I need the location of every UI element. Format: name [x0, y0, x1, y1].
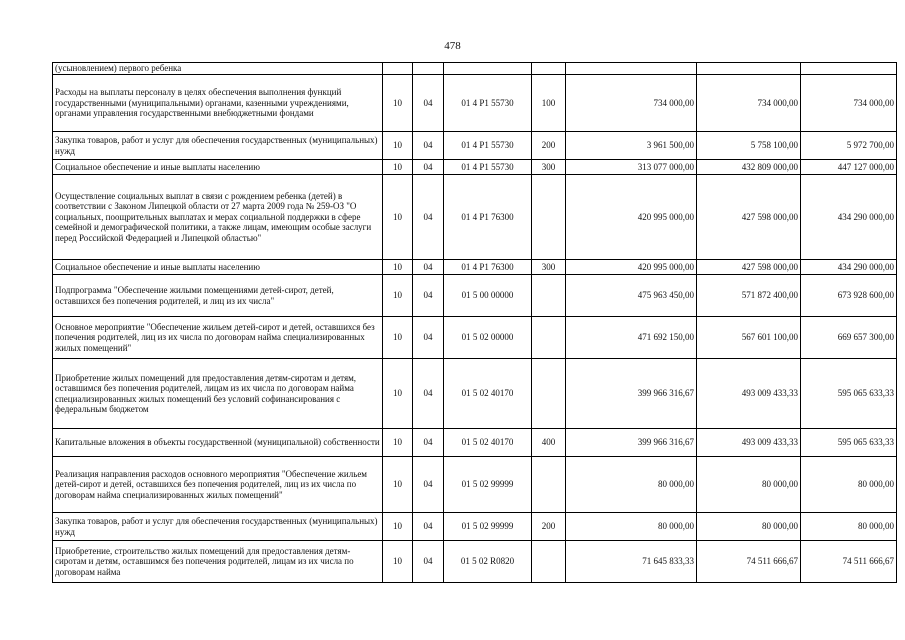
amount-year-2: 493 009 433,33	[697, 359, 801, 429]
amount-year-2: 571 872 400,00	[697, 275, 801, 317]
amount-year-1: 475 963 450,00	[566, 275, 697, 317]
subsection-code: 04	[413, 275, 444, 317]
expense-type-code	[532, 457, 566, 513]
amount-year-2: 5 758 100,00	[697, 132, 801, 160]
expense-type-code	[532, 63, 566, 75]
amount-year-1: 399 966 316,67	[566, 429, 697, 457]
amount-year-3: 669 657 300,00	[801, 317, 897, 359]
subsection-code: 04	[413, 457, 444, 513]
amount-year-3: 74 511 666,67	[801, 541, 897, 583]
section-code: 10	[383, 317, 413, 359]
row-description: Закупка товаров, работ и услуг для обеспечения государственных (муниципальных) нужд	[53, 132, 383, 160]
table-row	[53, 75, 897, 132]
amount-year-2: 432 809 000,00	[697, 160, 801, 175]
amount-year-1: 80 000,00	[566, 457, 697, 513]
amount-year-2: 80 000,00	[697, 513, 801, 541]
budget-table-container	[52, 62, 894, 584]
amount-year-3: 80 000,00	[801, 457, 897, 513]
target-article-code: 01 4 P1 55730	[444, 132, 532, 160]
section-code: 10	[383, 275, 413, 317]
expense-type-code: 200	[532, 513, 566, 541]
target-article-code: 01 4 P1 76300	[444, 175, 532, 260]
row-description: Капитальные вложения в объекты государственной (муниципальной) собственности	[53, 429, 383, 457]
subsection-code: 04	[413, 541, 444, 583]
amount-year-1: 420 995 000,00	[566, 175, 697, 260]
amount-year-1: 399 966 316,67	[566, 359, 697, 429]
subsection-code: 04	[413, 317, 444, 359]
amount-year-2: 427 598 000,00	[697, 260, 801, 275]
amount-year-1: 71 645 833,33	[566, 541, 697, 583]
amount-year-1: 734 000,00	[566, 75, 697, 132]
section-code: 10	[383, 513, 413, 541]
subsection-code: 04	[413, 160, 444, 175]
target-article-code: 01 5 02 99999	[444, 457, 532, 513]
expense-type-code: 300	[532, 160, 566, 175]
amount-year-3: 595 065 633,33	[801, 359, 897, 429]
expense-type-code: 100	[532, 75, 566, 132]
table-row	[53, 160, 897, 175]
target-article-code: 01 5 02 40170	[444, 429, 532, 457]
table-row	[53, 132, 897, 160]
amount-year-2	[697, 63, 801, 75]
amount-year-2: 427 598 000,00	[697, 175, 801, 260]
budget-table	[52, 62, 897, 583]
expense-type-code: 400	[532, 429, 566, 457]
row-description: Основное мероприятие "Обеспечение жильем детей-сирот и детей, оставшихся без попечения родителей, лиц из их числа по договорам найма специализированных жилых помещений"	[53, 317, 383, 359]
subsection-code	[413, 63, 444, 75]
amount-year-1: 3 961 500,00	[566, 132, 697, 160]
table-row	[53, 275, 897, 317]
table-row	[53, 359, 897, 429]
amount-year-3: 673 928 600,00	[801, 275, 897, 317]
amount-year-1	[566, 63, 697, 75]
amount-year-3: 447 127 000,00	[801, 160, 897, 175]
row-description: Социальное обеспечение и иные выплаты населению	[53, 160, 383, 175]
subsection-code: 04	[413, 132, 444, 160]
table-row	[53, 541, 897, 583]
expense-type-code	[532, 541, 566, 583]
section-code: 10	[383, 359, 413, 429]
row-description: Осуществление социальных выплат в связи с рождением ребенка (детей) в соответствии с Законом Липецкой области от 27 марта 2009 года № 259-ОЗ "О социальных, поощрительных выплатах и мерах социальной поддержки в сфере семейной и демографической политики, а также лицам, имеющим особые заслуги перед Российской Федерацией и Липецкой областью"	[53, 175, 383, 260]
row-description: Приобретение, строительство жилых помещений для предоставления детям-сиротам и детям, оставшимся без попечения родителей, лицам из их числа по договорам найма	[53, 541, 383, 583]
amount-year-2: 80 000,00	[697, 457, 801, 513]
target-article-code: 01 5 02 99999	[444, 513, 532, 541]
amount-year-3: 434 290 000,00	[801, 260, 897, 275]
section-code	[383, 63, 413, 75]
page-number: 478	[444, 40, 461, 52]
amount-year-2: 74 511 666,67	[697, 541, 801, 583]
row-description: Расходы на выплаты персоналу в целях обеспечения выполнения функций государственными (муниципальными) органами, казенными учреждениями, органами управления государственными внебюджетными фондами	[53, 75, 383, 132]
amount-year-1: 80 000,00	[566, 513, 697, 541]
subsection-code: 04	[413, 175, 444, 260]
section-code: 10	[383, 457, 413, 513]
row-description: Реализация направления расходов основного мероприятия "Обеспечение жильем детей-сирот и детей, оставшихся без попечения родителей, лиц из их числа по договорам найма специализированных жилых помещений"	[53, 457, 383, 513]
table-row	[53, 63, 897, 75]
amount-year-3: 80 000,00	[801, 513, 897, 541]
expense-type-code	[532, 275, 566, 317]
row-description: Закупка товаров, работ и услуг для обеспечения государственных (муниципальных) нужд	[53, 513, 383, 541]
subsection-code: 04	[413, 359, 444, 429]
target-article-code: 01 5 00 00000	[444, 275, 532, 317]
section-code: 10	[383, 260, 413, 275]
amount-year-2: 567 601 100,00	[697, 317, 801, 359]
subsection-code: 04	[413, 513, 444, 541]
expense-type-code: 200	[532, 132, 566, 160]
amount-year-2: 493 009 433,33	[697, 429, 801, 457]
amount-year-3	[801, 63, 897, 75]
target-article-code: 01 4 P1 55730	[444, 160, 532, 175]
table-row	[53, 260, 897, 275]
subsection-code: 04	[413, 260, 444, 275]
table-row	[53, 429, 897, 457]
section-code: 10	[383, 160, 413, 175]
section-code: 10	[383, 175, 413, 260]
amount-year-3: 5 972 700,00	[801, 132, 897, 160]
target-article-code	[444, 63, 532, 75]
amount-year-1: 420 995 000,00	[566, 260, 697, 275]
target-article-code: 01 5 02 00000	[444, 317, 532, 359]
target-article-code: 01 4 P1 76300	[444, 260, 532, 275]
amount-year-2: 734 000,00	[697, 75, 801, 132]
table-row	[53, 513, 897, 541]
subsection-code: 04	[413, 429, 444, 457]
target-article-code: 01 5 02 R0820	[444, 541, 532, 583]
amount-year-3: 734 000,00	[801, 75, 897, 132]
target-article-code: 01 4 P1 55730	[444, 75, 532, 132]
row-description: Приобретение жилых помещений для предоставления детям-сиротам и детям, оставшимся без попечения родителей, лицам из их числа по договорам найма специализированных жилых помещений без условий софинансирования с федеральным бюджетом	[53, 359, 383, 429]
table-row	[53, 457, 897, 513]
amount-year-1: 313 077 000,00	[566, 160, 697, 175]
subsection-code: 04	[413, 75, 444, 132]
table-row	[53, 317, 897, 359]
section-code: 10	[383, 132, 413, 160]
amount-year-1: 471 692 150,00	[566, 317, 697, 359]
expense-type-code: 300	[532, 260, 566, 275]
expense-type-code	[532, 317, 566, 359]
expense-type-code	[532, 175, 566, 260]
amount-year-3: 595 065 633,33	[801, 429, 897, 457]
section-code: 10	[383, 429, 413, 457]
row-description: Подпрограмма "Обеспечение жилыми помещениями детей-сирот, детей, оставшихся без попечения родителей, и лиц из их числа"	[53, 275, 383, 317]
budget-table-body	[53, 63, 897, 583]
target-article-code: 01 5 02 40170	[444, 359, 532, 429]
section-code: 10	[383, 541, 413, 583]
expense-type-code	[532, 359, 566, 429]
amount-year-3: 434 290 000,00	[801, 175, 897, 260]
row-description: (усыновлением) первого ребенка	[53, 63, 383, 75]
row-description: Социальное обеспечение и иные выплаты населению	[53, 260, 383, 275]
table-row	[53, 175, 897, 260]
section-code: 10	[383, 75, 413, 132]
